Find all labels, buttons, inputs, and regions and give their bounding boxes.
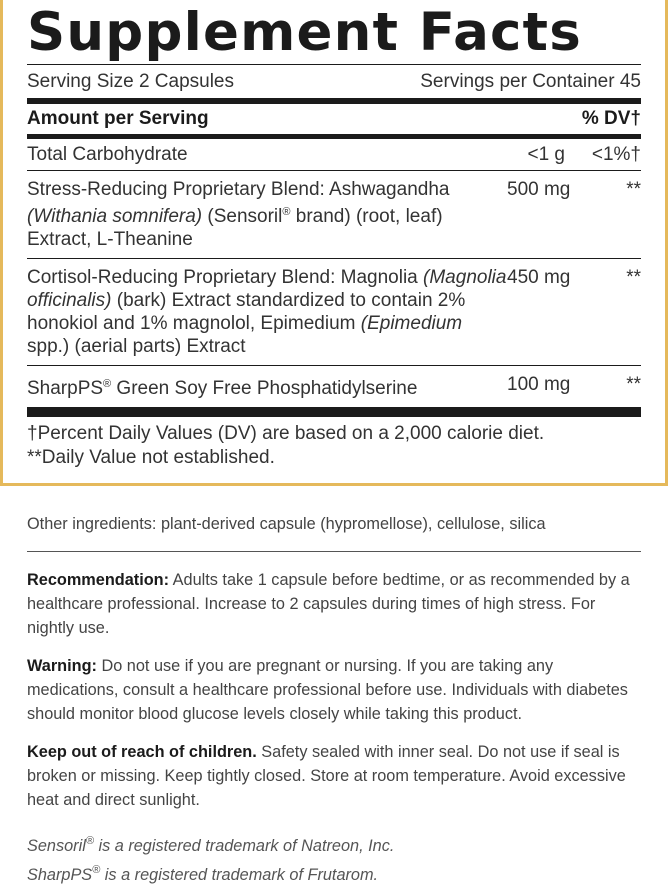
recommendation-paragraph	[27, 568, 641, 640]
nutrient-amount: <1 g	[527, 144, 565, 165]
footnote-not-established: **Daily Value not established.	[27, 447, 275, 468]
nutrient-row-stress-blend	[27, 171, 641, 258]
other-ingredients: Other ingredients: plant-derived capsule (hypromellose), cellulose, silica	[27, 515, 546, 533]
nutrient-dv: **	[626, 267, 641, 288]
nutrient-dv: **	[626, 179, 641, 200]
keep-out-paragraph	[27, 740, 641, 812]
nutrient-amount: 100 mg	[507, 374, 571, 395]
nutrient-name: SharpPS® Green Soy Free Phosphatidylserine	[27, 378, 418, 399]
dv-label: % DV†	[581, 108, 641, 129]
facts-inner	[27, 0, 641, 470]
nutrient-name: Stress-Reducing Proprietary Blend: Ashwagandha (Withania somnifera) (Sensoril® brand) (root, leaf) Extract, L-Theanine	[27, 179, 450, 250]
amount-header	[27, 104, 641, 134]
amount-per-serving-label: Amount per Serving	[27, 108, 209, 129]
warning-paragraph	[27, 654, 641, 726]
serving-size: Serving Size 2 Capsules	[27, 71, 234, 92]
trademark-sensoril: Sensoril® is a registered trademark of Natreon, Inc.	[27, 835, 395, 855]
nutrient-name: Cortisol-Reducing Proprietary Blend: Magnolia (Magnolia officinalis) (bark) Extract standardized to contain 2% honokiol and 1% magnolol, Epimedium (Epimedium spp.) (aerial parts) Extract	[27, 267, 507, 357]
warning-text: Do not use if you are pregnant or nursing. If you are taking any medications, consult a healthcare professional before use. Individuals with diabetes should monitor blood glucose levels closely while taking this product.	[27, 657, 628, 723]
facts-title: Supplement Facts	[27, 2, 582, 63]
footnote-dv: †Percent Daily Values (DV) are based on a 2,000 calorie diet.	[27, 423, 545, 444]
warning-label: Warning:	[27, 657, 97, 675]
section-divider	[27, 551, 641, 552]
nutrient-amount: 500 mg	[507, 179, 571, 200]
keep-out-text: Safety sealed with inner seal. Do not use if seal is broken or missing. Keep tightly closed. Store at room temperature. Avoid excessive heat and direct sunlight.	[27, 743, 626, 809]
recommendation-label: Recommendation:	[27, 571, 170, 589]
servings-per-container: Servings per Container 45	[420, 71, 641, 92]
nutrient-row-carbohydrate	[27, 139, 641, 170]
trademark-sharpps: SharpPS® is a registered trademark of Frutarom.	[27, 864, 379, 884]
nutrient-dv: **	[626, 374, 641, 395]
nutrient-row-sharpps	[27, 366, 641, 407]
nutrient-row-cortisol-blend	[27, 259, 641, 365]
nutrient-dv: <1%†	[591, 144, 641, 165]
footer-rule	[27, 407, 641, 417]
keep-out-label: Keep out of reach of children.	[27, 743, 257, 761]
recommendation-text: Adults take 1 capsule before bedtime, or as recommended by a healthcare professional. Increase to 2 capsules during times of high stress. For nightly use.	[27, 571, 630, 637]
nutrient-name: Total Carbohydrate	[27, 144, 188, 165]
serving-info	[27, 65, 641, 98]
footnotes	[27, 417, 641, 470]
trademark-notes	[27, 829, 641, 887]
nutrient-amount: 450 mg	[507, 267, 571, 288]
